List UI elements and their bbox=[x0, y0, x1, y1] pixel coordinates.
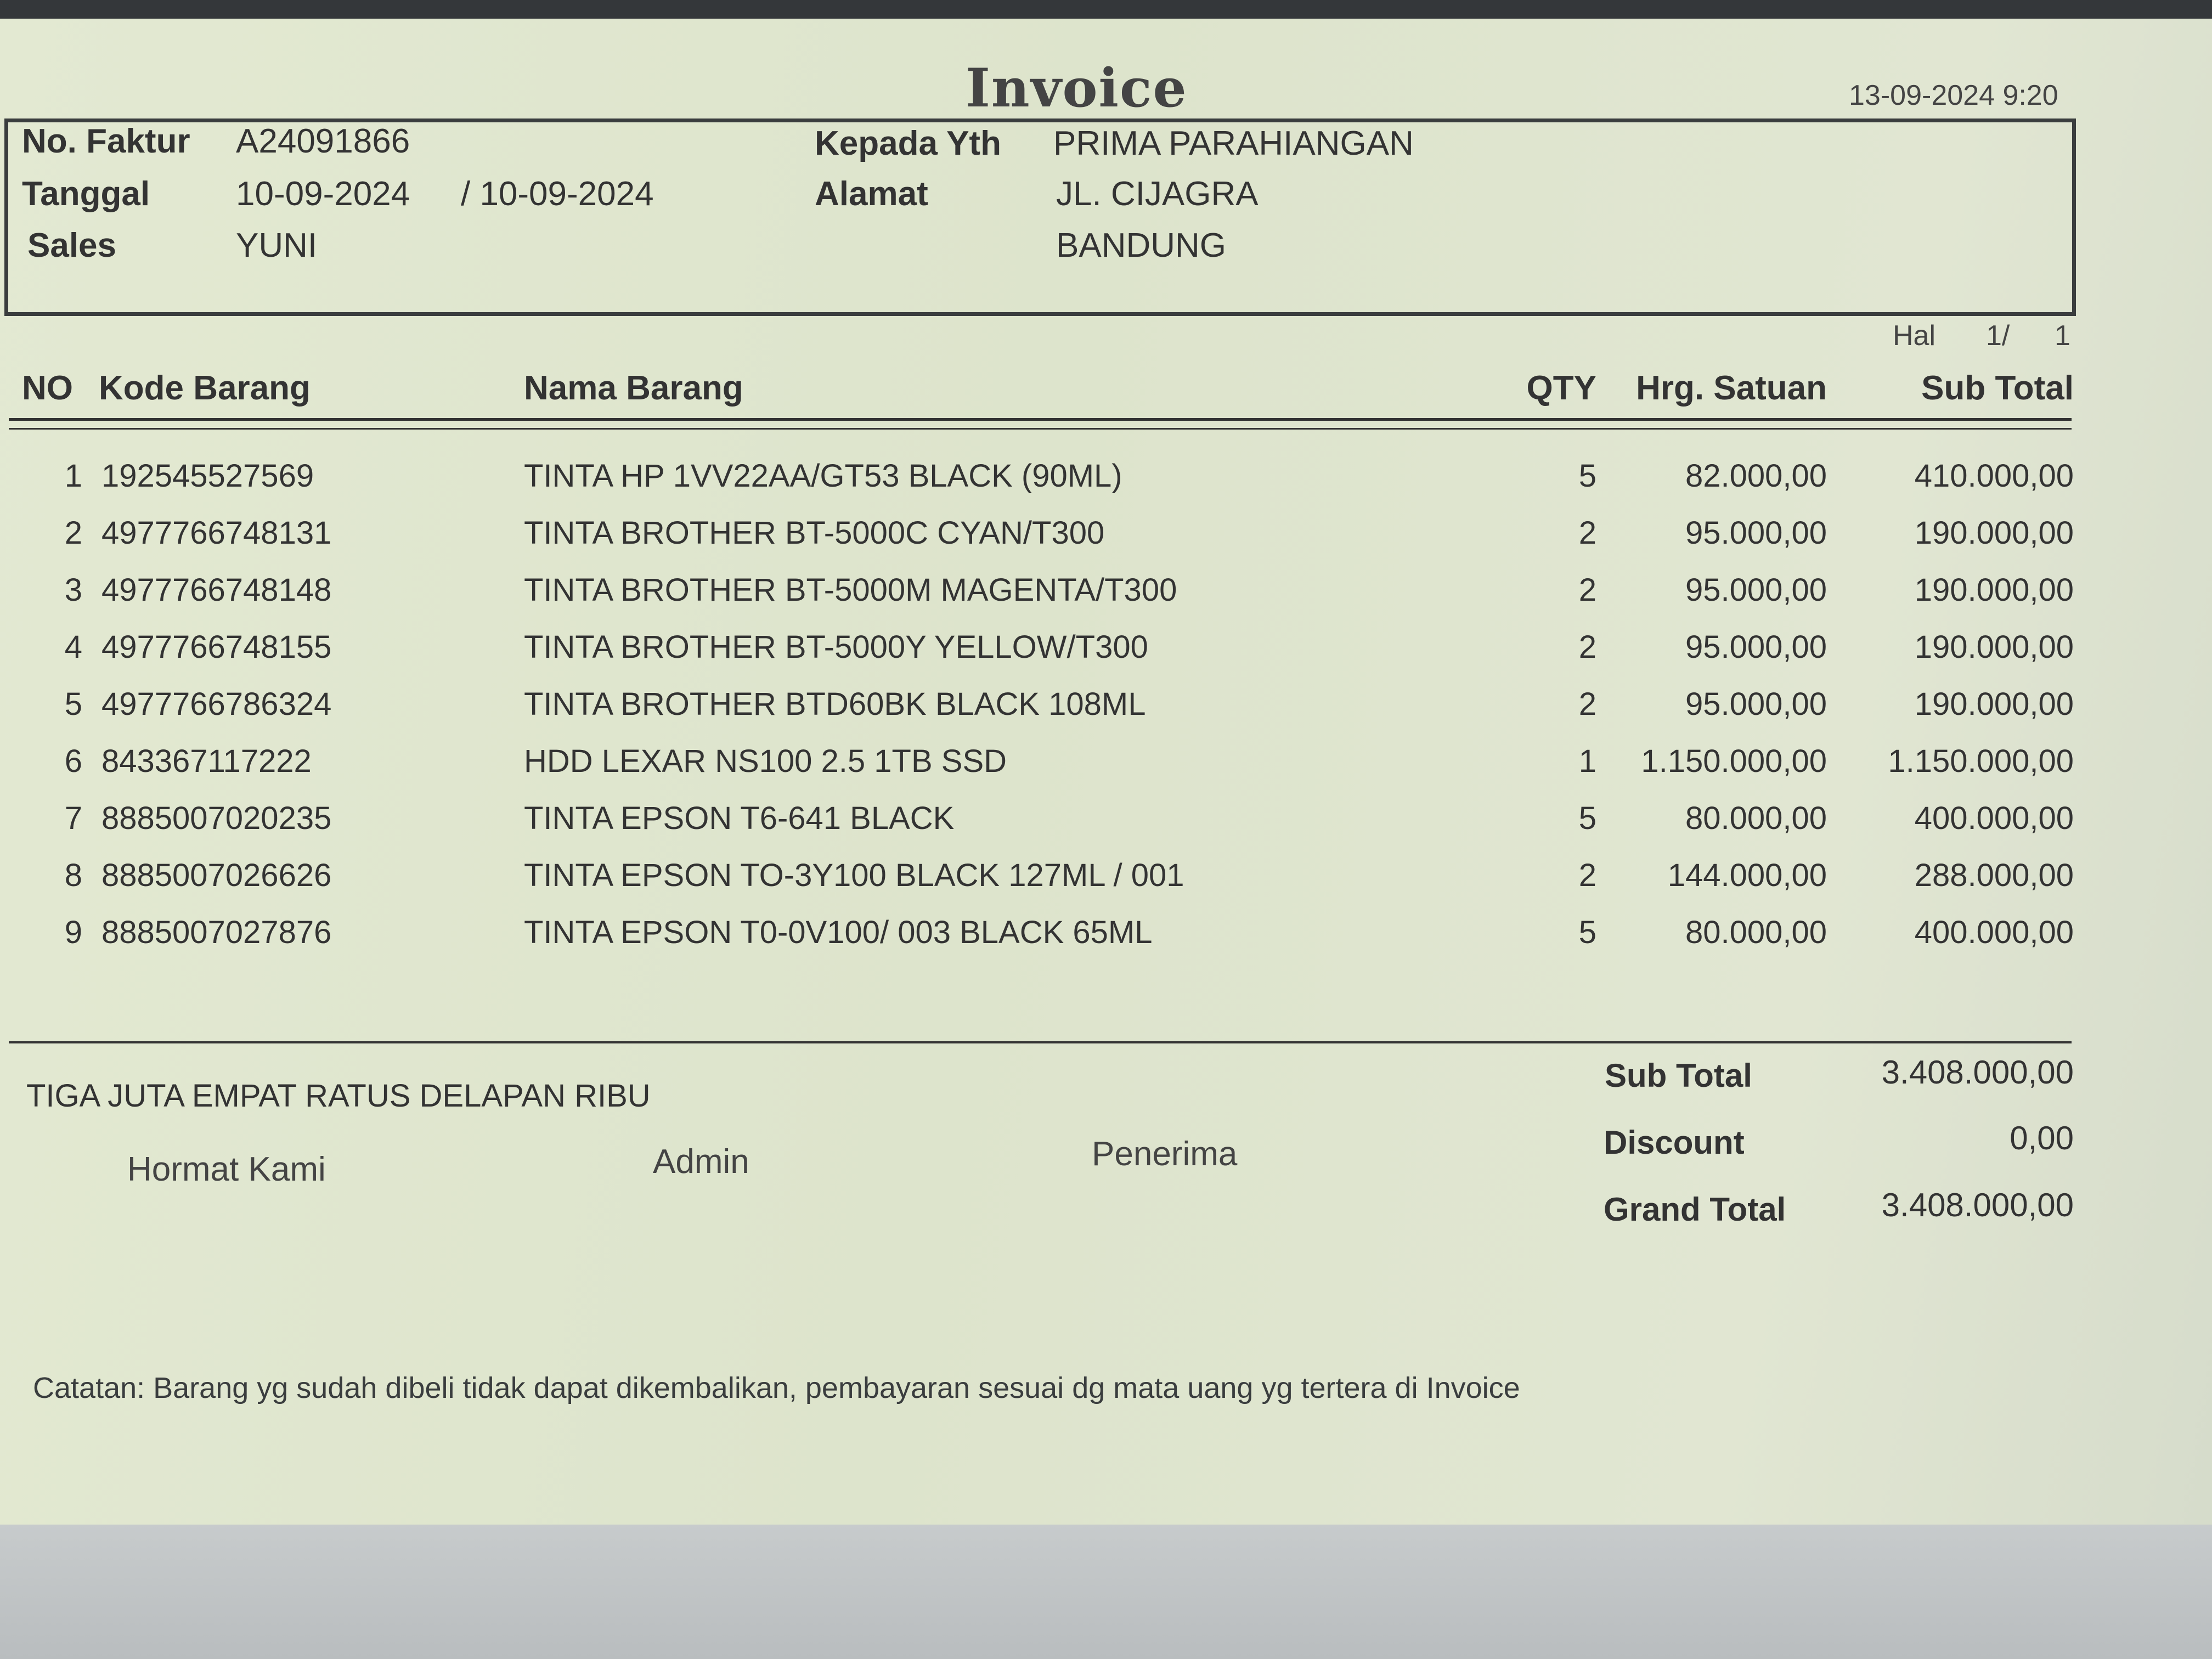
col-header-subtotal: Sub Total bbox=[1921, 369, 2074, 407]
row-kode: 192545527569 bbox=[101, 458, 314, 494]
row-no: 4 bbox=[64, 629, 82, 665]
row-qty: 5 bbox=[1578, 458, 1596, 494]
row-harga: 95.000,00 bbox=[1685, 629, 1827, 665]
signature-penerima: Penerima bbox=[1092, 1135, 1238, 1173]
row-kode: 843367117222 bbox=[101, 743, 312, 779]
kepada-value: PRIMA PARAHIANGAN bbox=[1053, 125, 1414, 162]
invoice-title: Invoice bbox=[966, 57, 1188, 119]
page-label: Hal bbox=[1893, 320, 1936, 352]
row-qty: 2 bbox=[1578, 857, 1596, 893]
no-faktur-label: No. Faktur bbox=[22, 122, 190, 160]
row-no: 5 bbox=[64, 686, 82, 722]
row-subtotal: 400.000,00 bbox=[1914, 915, 2074, 950]
row-nama: HDD LEXAR NS100 2.5 1TB SSD bbox=[524, 743, 1007, 779]
discount-label: Discount bbox=[1604, 1124, 1745, 1161]
alamat-line-2: BANDUNG bbox=[1056, 227, 1227, 264]
row-kode: 4977766786324 bbox=[101, 686, 332, 722]
row-qty: 5 bbox=[1578, 800, 1596, 836]
row-subtotal: 1.150.000,00 bbox=[1888, 743, 2074, 779]
row-qty: 2 bbox=[1578, 515, 1596, 551]
row-qty: 1 bbox=[1578, 743, 1596, 779]
row-harga: 144.000,00 bbox=[1667, 857, 1827, 893]
no-faktur-value: A24091866 bbox=[236, 122, 410, 160]
row-qty: 2 bbox=[1578, 572, 1596, 608]
col-header-nama: Nama Barang bbox=[524, 369, 743, 407]
table-header-rule-2 bbox=[9, 428, 2072, 430]
row-harga: 95.000,00 bbox=[1685, 515, 1827, 551]
row-subtotal: 190.000,00 bbox=[1914, 686, 2074, 722]
invoice-screen bbox=[0, 19, 2212, 1525]
row-subtotal: 190.000,00 bbox=[1914, 515, 2074, 551]
table-header-rule bbox=[9, 418, 2072, 421]
col-header-no: NO bbox=[22, 369, 73, 407]
row-nama: TINTA HP 1VV22AA/GT53 BLACK (90ML) bbox=[524, 458, 1122, 494]
subtotal-value: 3.408.000,00 bbox=[1881, 1054, 2074, 1091]
row-nama: TINTA EPSON T0-0V100/ 003 BLACK 65ML bbox=[524, 915, 1153, 950]
row-kode: 8885007027876 bbox=[101, 915, 332, 950]
monitor-bezel bbox=[0, 1525, 2212, 1659]
signature-admin: Admin bbox=[653, 1143, 749, 1181]
amount-in-words: TIGA JUTA EMPAT RATUS DELAPAN RIBU bbox=[26, 1078, 651, 1114]
row-qty: 2 bbox=[1578, 629, 1596, 665]
row-kode: 8885007020235 bbox=[101, 800, 332, 836]
row-harga: 80.000,00 bbox=[1685, 800, 1827, 836]
row-nama: TINTA EPSON TO-3Y100 BLACK 127ML / 001 bbox=[524, 857, 1184, 893]
row-no: 7 bbox=[64, 800, 82, 836]
col-header-harga: Hrg. Satuan bbox=[1636, 369, 1827, 407]
kepada-label: Kepada Yth bbox=[815, 125, 1001, 162]
row-harga: 82.000,00 bbox=[1685, 458, 1827, 494]
grand-total-label: Grand Total bbox=[1604, 1191, 1786, 1228]
table-footer-rule bbox=[9, 1041, 2072, 1043]
row-nama: TINTA BROTHER BT-5000C CYAN/T300 bbox=[524, 515, 1105, 551]
sales-value: YUNI bbox=[236, 227, 318, 264]
invoice-note: Catatan: Barang yg sudah dibeli tidak dapat dikembalikan, pembayaran sesuai dg mata uang yg tertera di Invoice bbox=[33, 1372, 1520, 1404]
alamat-label: Alamat bbox=[815, 175, 928, 213]
row-nama: TINTA BROTHER BT-5000M MAGENTA/T300 bbox=[524, 572, 1177, 608]
col-header-qty: QTY bbox=[1526, 369, 1596, 407]
row-subtotal: 410.000,00 bbox=[1914, 458, 2074, 494]
row-kode: 8885007026626 bbox=[101, 857, 332, 893]
row-no: 1 bbox=[64, 458, 82, 494]
sales-label: Sales bbox=[27, 227, 117, 264]
row-qty: 5 bbox=[1578, 915, 1596, 950]
row-nama: TINTA BROTHER BTD60BK BLACK 108ML bbox=[524, 686, 1146, 722]
tanggal-label: Tanggal bbox=[22, 175, 150, 213]
col-header-kode: Kode Barang bbox=[99, 369, 311, 407]
subtotal-label: Sub Total bbox=[1605, 1057, 1752, 1094]
row-harga: 80.000,00 bbox=[1685, 915, 1827, 950]
row-harga: 95.000,00 bbox=[1685, 686, 1827, 722]
row-subtotal: 400.000,00 bbox=[1914, 800, 2074, 836]
row-subtotal: 190.000,00 bbox=[1914, 572, 2074, 608]
grand-total-value: 3.408.000,00 bbox=[1881, 1187, 2074, 1223]
row-qty: 2 bbox=[1578, 686, 1596, 722]
row-subtotal: 288.000,00 bbox=[1914, 857, 2074, 893]
page-total: 1 bbox=[2055, 320, 2070, 352]
row-kode: 4977766748148 bbox=[101, 572, 332, 608]
discount-value: 0,00 bbox=[2010, 1120, 2074, 1156]
printed-timestamp: 13-09-2024 9:20 bbox=[1849, 80, 2058, 111]
monitor-top-edge bbox=[0, 0, 2212, 19]
row-nama: TINTA BROTHER BT-5000Y YELLOW/T300 bbox=[524, 629, 1148, 665]
tanggal-value-2: / 10-09-2024 bbox=[461, 175, 654, 213]
row-harga: 1.150.000,00 bbox=[1641, 743, 1827, 779]
page-current: 1/ bbox=[1986, 320, 2010, 352]
row-kode: 4977766748155 bbox=[101, 629, 332, 665]
row-harga: 95.000,00 bbox=[1685, 572, 1827, 608]
row-kode: 4977766748131 bbox=[101, 515, 332, 551]
row-no: 8 bbox=[64, 857, 82, 893]
alamat-line-1: JL. CIJAGRA bbox=[1056, 175, 1259, 213]
row-no: 3 bbox=[64, 572, 82, 608]
row-no: 9 bbox=[64, 915, 82, 950]
row-no: 6 bbox=[64, 743, 82, 779]
row-nama: TINTA EPSON T6-641 BLACK bbox=[524, 800, 955, 836]
row-no: 2 bbox=[64, 515, 82, 551]
tanggal-value: 10-09-2024 bbox=[236, 175, 410, 213]
signature-hormat-kami: Hormat Kami bbox=[127, 1150, 326, 1188]
row-subtotal: 190.000,00 bbox=[1914, 629, 2074, 665]
